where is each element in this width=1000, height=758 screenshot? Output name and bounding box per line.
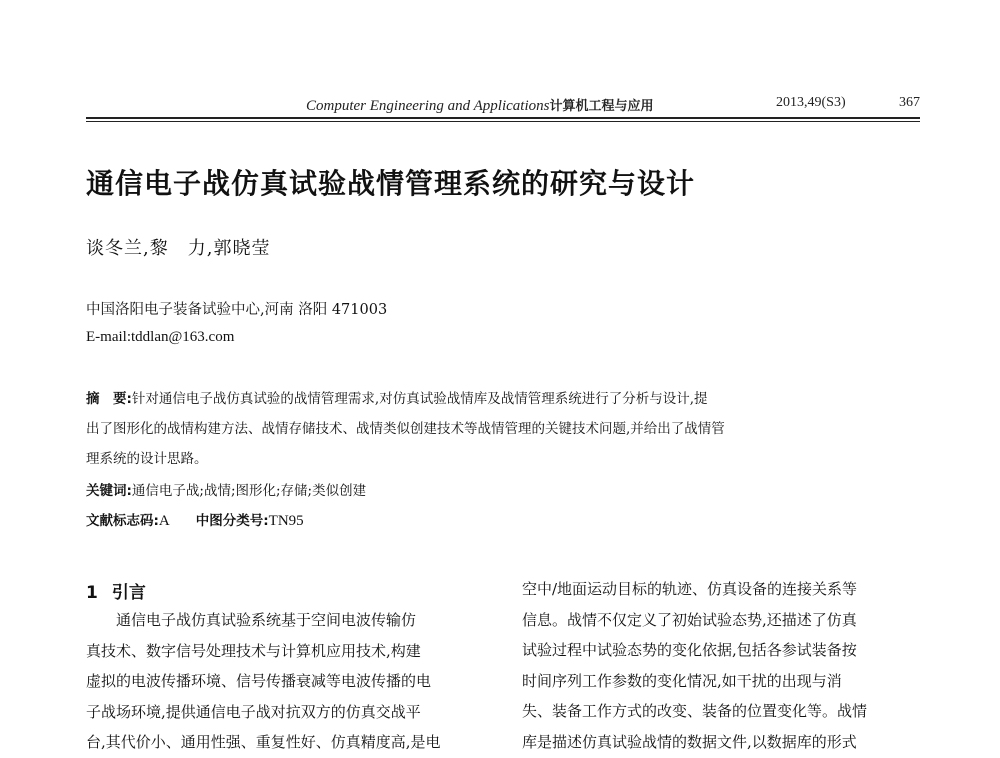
authors: 谈冬兰,黎 力,郭晓莹 (86, 238, 271, 259)
section-title: 引言 (111, 583, 146, 603)
page-number: 367 (899, 95, 920, 110)
body-line: 通信电子战仿真试验系统基于空间电波传输仿 (116, 611, 417, 629)
abstract-line: 理系统的设计思路。 (86, 451, 208, 467)
section-heading (86, 578, 146, 603)
doc-code-label: 文献标志码: (86, 513, 159, 529)
body-line: 试验过程中试验态势的变化依据,包括各参试装备按 (522, 641, 857, 659)
abstract-line: 出了图形化的战情构建方法、战情存储技术、战情类似创建技术等战情管理的关键技术问题,并给出了战情管 (86, 421, 725, 437)
affiliation: 中国洛阳电子装备试验中心,河南 洛阳 471003 (86, 302, 388, 318)
issue-info: 2013,49(S3) (776, 95, 846, 110)
body-line: 信息。战情不仅定义了初始试验态势,还描述了仿真 (522, 610, 857, 629)
header-rule-thin (86, 121, 920, 122)
abstract (86, 384, 920, 474)
classification (86, 509, 304, 530)
doc-code: A (158, 513, 170, 529)
author-email: E-mail:tddlan@163.com (86, 329, 235, 345)
body-line: 虚拟的电波传播环境、信号传播衰减等电波传播的电 (86, 672, 432, 690)
article-title: 通信电子战仿真试验战情管理系统的研究与设计 (86, 167, 696, 200)
body-line: 失、装备工作方式的改变、装备的位置变化等。战情 (522, 702, 868, 720)
body-line: 台,其代价小、通用性强、重复性好、仿真精度高,是电 (86, 733, 441, 751)
clc-label: 中图分类号: (195, 513, 269, 529)
keywords-text: 通信电子战;战情;图形化;存储;类似创建 (131, 483, 367, 499)
body-line: 空中/地面运动目标的轨迹、仿真设备的连接关系等 (522, 580, 858, 598)
keywords-label: 关键词: (86, 483, 132, 499)
keywords (86, 479, 366, 499)
running-header (86, 93, 920, 115)
body-column-right (522, 574, 922, 757)
body-line: 真技术、数字信号处理技术与计算机应用技术,构建 (86, 641, 421, 660)
abstract-label: 摘 要: (86, 391, 132, 407)
section-number: 1 (86, 583, 98, 603)
abstract-line: 针对通信电子战仿真试验的战情管理需求,对仿真试验战情库及战情管理系统进行了分析与设计,提 (131, 391, 708, 407)
journal-name: Computer Engineering and Applications计算机工程与应用 (306, 98, 654, 114)
body-line: 时间序列工作参数的变化情况,如干扰的出现与消 (522, 671, 842, 690)
body-column-left (86, 605, 490, 758)
clc-code: TN95 (268, 513, 304, 529)
body-line: 库是描述仿真试验战情的数据文件,以数据库的形式 (522, 732, 857, 751)
header-rule-thick (86, 117, 920, 119)
body-line: 子战场环境,提供通信电子战对抗双方的仿真交战平 (86, 702, 421, 721)
